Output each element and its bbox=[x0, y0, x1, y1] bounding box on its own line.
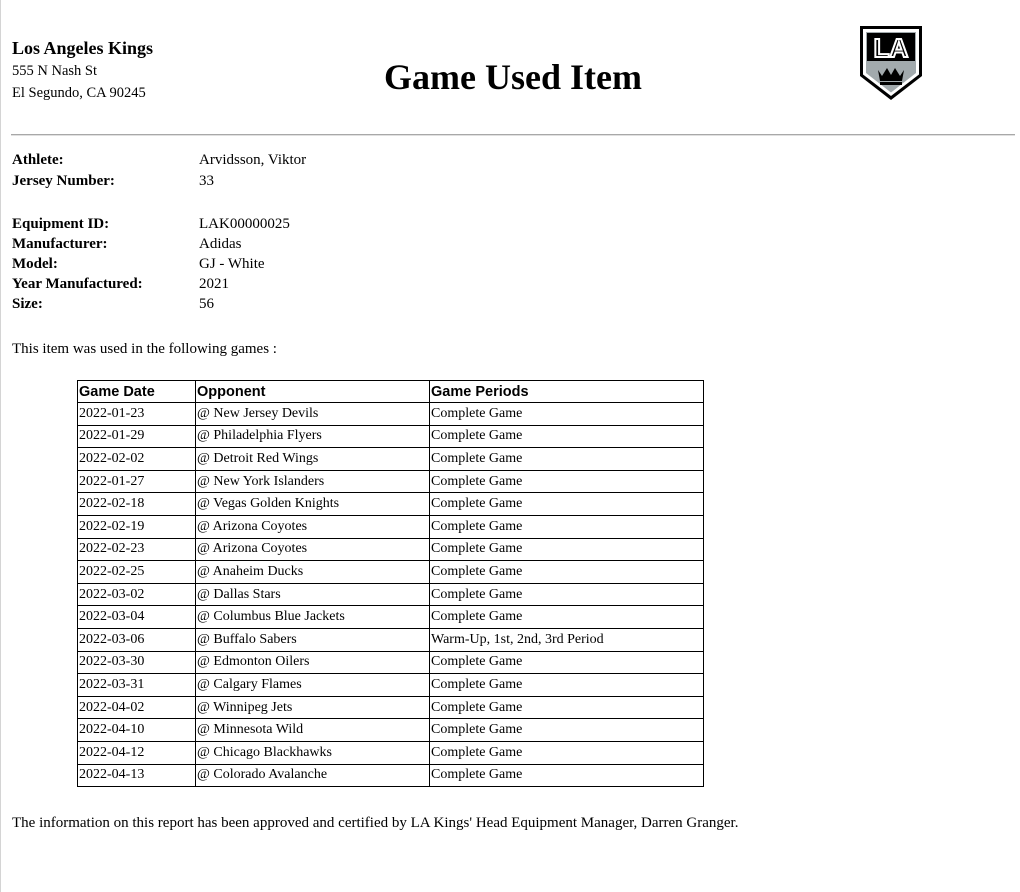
certification-text: The information on this report has been approved and certified by LA Kings' Head Equipment Manager, Darren Granger. bbox=[12, 815, 739, 831]
game-periods-cell: Complete Game bbox=[430, 741, 704, 764]
table-row bbox=[78, 628, 704, 651]
game-periods-cell: Complete Game bbox=[430, 561, 704, 584]
table-row bbox=[78, 583, 704, 606]
jersey-label: Jersey Number: bbox=[12, 173, 115, 189]
game-periods-cell: Complete Game bbox=[430, 515, 704, 538]
game-periods-cell: Complete Game bbox=[430, 583, 704, 606]
game-date-cell: 2022-02-25 bbox=[78, 561, 196, 584]
games-table-body bbox=[78, 403, 704, 787]
opponent-cell: @ Minnesota Wild bbox=[196, 719, 430, 742]
table-row bbox=[78, 696, 704, 719]
game-date-cell: 2022-03-30 bbox=[78, 651, 196, 674]
opponent-cell: @ Chicago Blackhawks bbox=[196, 741, 430, 764]
game-date-cell: 2022-04-12 bbox=[78, 741, 196, 764]
opponent-cell: @ Buffalo Sabers bbox=[196, 628, 430, 651]
table-row bbox=[78, 448, 704, 471]
header-game-date: Game Date bbox=[78, 381, 196, 403]
table-row bbox=[78, 493, 704, 516]
game-date-cell: 2022-01-29 bbox=[78, 425, 196, 448]
header-divider bbox=[11, 134, 1015, 136]
table-row bbox=[78, 741, 704, 764]
address-city: El Segundo, CA 90245 bbox=[12, 85, 146, 101]
game-date-cell: 2022-02-19 bbox=[78, 515, 196, 538]
game-date-cell: 2022-01-27 bbox=[78, 470, 196, 493]
la-kings-logo bbox=[858, 24, 924, 102]
game-periods-cell: Warm-Up, 1st, 2nd, 3rd Period bbox=[430, 628, 704, 651]
organization-name: Los Angeles Kings bbox=[12, 38, 154, 58]
opponent-cell: @ Calgary Flames bbox=[196, 674, 430, 697]
athlete-label: Athlete: bbox=[12, 152, 64, 168]
opponent-cell: @ Detroit Red Wings bbox=[196, 448, 430, 471]
equipment-id-value: LAK00000025 bbox=[199, 216, 290, 232]
game-date-cell: 2022-03-02 bbox=[78, 583, 196, 606]
header-game-periods: Game Periods bbox=[430, 381, 704, 403]
game-periods-cell: Complete Game bbox=[430, 651, 704, 674]
opponent-cell: @ Arizona Coyotes bbox=[196, 515, 430, 538]
address-street: 555 N Nash St bbox=[12, 63, 97, 79]
game-periods-cell: Complete Game bbox=[430, 448, 704, 471]
size-value: 56 bbox=[199, 296, 214, 312]
table-row bbox=[78, 764, 704, 787]
opponent-cell: @ Colorado Avalanche bbox=[196, 764, 430, 787]
game-date-cell: 2022-03-06 bbox=[78, 628, 196, 651]
logo-lettering: LA bbox=[873, 33, 909, 63]
table-row bbox=[78, 674, 704, 697]
document-title: Game Used Item bbox=[384, 57, 642, 97]
table-row bbox=[78, 470, 704, 493]
opponent-cell: @ New Jersey Devils bbox=[196, 403, 430, 426]
size-label: Size: bbox=[12, 296, 43, 312]
game-date-cell: 2022-04-02 bbox=[78, 696, 196, 719]
opponent-cell: @ Columbus Blue Jackets bbox=[196, 606, 430, 629]
game-periods-cell: Complete Game bbox=[430, 493, 704, 516]
game-periods-cell: Complete Game bbox=[430, 696, 704, 719]
manufacturer-value: Adidas bbox=[199, 236, 242, 252]
table-row bbox=[78, 606, 704, 629]
game-periods-cell: Complete Game bbox=[430, 538, 704, 561]
games-intro-text: This item was used in the following games : bbox=[12, 341, 277, 357]
table-row bbox=[78, 651, 704, 674]
year-value: 2021 bbox=[199, 276, 229, 292]
table-row bbox=[78, 403, 704, 426]
opponent-cell: @ Philadelphia Flyers bbox=[196, 425, 430, 448]
game-periods-cell: Complete Game bbox=[430, 470, 704, 493]
table-row bbox=[78, 719, 704, 742]
game-date-cell: 2022-04-10 bbox=[78, 719, 196, 742]
year-label: Year Manufactured: bbox=[12, 276, 143, 292]
game-date-cell: 2022-04-13 bbox=[78, 764, 196, 787]
game-periods-cell: Complete Game bbox=[430, 674, 704, 697]
table-row bbox=[78, 425, 704, 448]
header-opponent: Opponent bbox=[196, 381, 430, 403]
opponent-cell: @ Arizona Coyotes bbox=[196, 538, 430, 561]
games-table-header-row bbox=[78, 381, 704, 403]
game-periods-cell: Complete Game bbox=[430, 719, 704, 742]
manufacturer-label: Manufacturer: bbox=[12, 236, 108, 252]
game-date-cell: 2022-02-02 bbox=[78, 448, 196, 471]
opponent-cell: @ Vegas Golden Knights bbox=[196, 493, 430, 516]
table-row bbox=[78, 538, 704, 561]
opponent-cell: @ Anaheim Ducks bbox=[196, 561, 430, 584]
game-periods-cell: Complete Game bbox=[430, 606, 704, 629]
athlete-value: Arvidsson, Viktor bbox=[199, 152, 307, 168]
opponent-cell: @ New York Islanders bbox=[196, 470, 430, 493]
game-date-cell: 2022-03-31 bbox=[78, 674, 196, 697]
game-periods-cell: Complete Game bbox=[430, 403, 704, 426]
model-label: Model: bbox=[12, 256, 58, 272]
games-table bbox=[77, 380, 704, 787]
table-row bbox=[78, 561, 704, 584]
game-date-cell: 2022-03-04 bbox=[78, 606, 196, 629]
opponent-cell: @ Winnipeg Jets bbox=[196, 696, 430, 719]
game-date-cell: 2022-02-23 bbox=[78, 538, 196, 561]
table-row bbox=[78, 515, 704, 538]
equipment-id-label: Equipment ID: bbox=[12, 216, 110, 232]
game-periods-cell: Complete Game bbox=[430, 764, 704, 787]
opponent-cell: @ Dallas Stars bbox=[196, 583, 430, 606]
opponent-cell: @ Edmonton Oilers bbox=[196, 651, 430, 674]
jersey-value: 33 bbox=[199, 173, 214, 189]
model-value: GJ - White bbox=[199, 256, 265, 272]
game-periods-cell: Complete Game bbox=[430, 425, 704, 448]
game-date-cell: 2022-01-23 bbox=[78, 403, 196, 426]
game-date-cell: 2022-02-18 bbox=[78, 493, 196, 516]
